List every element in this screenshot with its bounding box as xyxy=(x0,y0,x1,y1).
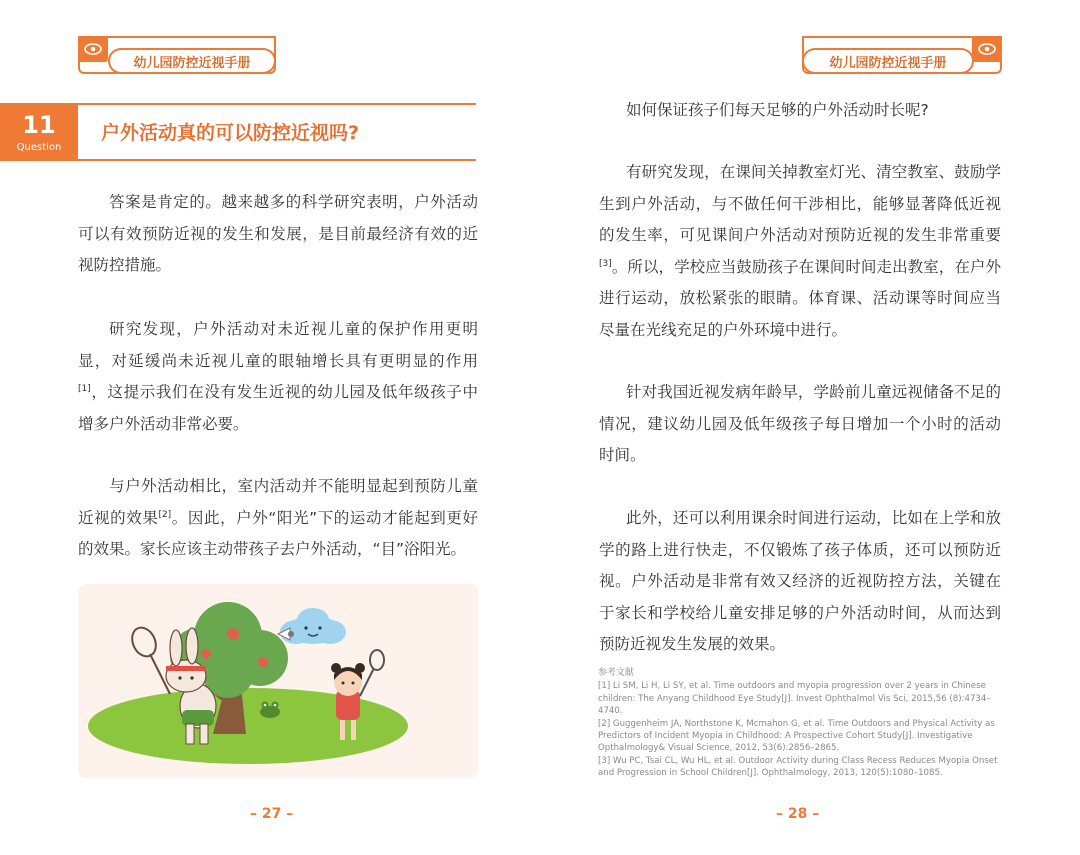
divider xyxy=(78,159,476,161)
paragraph-text: 此外，还可以利用课余时间进行运动，比如在上学和放学的路上进行快走，不仅锻炼了孩子体质，还可以预防近视。户外活动是非常有效又经济的近视防控方法，关键在于家长和学校给儿童安排足够的户外活动时间，从而达到预防近视发生发展的效果。 xyxy=(599,509,1001,653)
question-label: Question xyxy=(16,142,62,153)
paragraph-text: 答案是肯定的。越来越多的科学研究表明，户外活动可以有效预防近视的发生和发展，是目前最经济有效的近视防控措施。 xyxy=(78,193,478,274)
question-title: 户外活动真的可以防控近视吗? xyxy=(101,122,360,144)
header-title: 幼儿园防控近视手册 xyxy=(802,48,974,74)
eye-icon xyxy=(78,36,108,62)
paragraph-text: 。所以，学校应当鼓励孩子在课间时间走出教室，在户外进行运动，放松紧张的眼睛。体育课、活动课等时间应当尽量在光线充足的户外环境中进行。 xyxy=(599,257,1001,339)
right-page xyxy=(540,0,1080,855)
paragraph-text: 如何保证孩子们每天足够的户外活动时长呢? xyxy=(626,101,929,119)
eye-icon xyxy=(972,36,1002,62)
references-heading: 参考文献 xyxy=(598,668,635,678)
divider xyxy=(78,103,476,105)
paragraph-text: 有研究发现，在课间关掉教室灯光、清空教室、鼓励学生到户外活动，与不做任何干涉相比，能够显著降低近视的发生率，可见课间户外活动对预防近视的发生非常重要 xyxy=(599,163,1001,244)
paragraph xyxy=(599,95,1001,127)
paragraph xyxy=(599,377,1001,472)
page-number: – 28 – xyxy=(776,806,820,822)
header-title: 幼儿园防控近视手册 xyxy=(108,48,276,74)
paragraph xyxy=(78,187,478,282)
paragraph-text: 与户外活动相比，室内活动并不能明显起到预防儿童近视的效果 xyxy=(78,477,478,527)
paragraph-text: ，这提示我们在没有发生近视的幼儿园及低年级孩子中增多户外活动非常必要。 xyxy=(78,383,478,433)
paragraph-text: 。因此，户外“阳光”下的运动才能起到更好的效果。家长应该主动带孩子去户外活动，“目”浴阳光。 xyxy=(78,508,478,558)
reference-item: [2] Guggenheim JA, Northstone K, Mcmahon G, et al. Time Outdoors and Physical Activity as Predictors of Incident Myopia in Childhood: A Prospective Cohort Study[J]. Investigative Opthalmology& Visual Science, 2012, 53(6):2856–2865. xyxy=(598,718,995,754)
paragraph-text: 研究发现，户外活动对未近视儿童的保护作用更明显，对延缓尚未近视儿童的眼轴增长具有更明显的作用 xyxy=(78,320,478,370)
paragraph xyxy=(78,471,478,566)
paragraph xyxy=(78,314,478,440)
outdoor-play-illustration xyxy=(78,584,478,778)
reference-item: [1] Li SM, Li H, Li SY, et al. Time outdoors and myopia progression over 2 years in Chinese children: The Anyang Childhood Eye Study[J]. Invest Ophthalmol Vis Sci, 2015,56 (8):4734–4740. xyxy=(598,681,991,717)
question-number: 11 xyxy=(22,111,56,139)
question-badge xyxy=(0,103,78,161)
citation-ref: [1] xyxy=(78,383,91,394)
paragraph xyxy=(599,503,1001,661)
paragraph xyxy=(599,157,1001,346)
reference-item: [3] Wu PC, Tsai CL, Wu HL, et al. Outdoor Activity during Class Recess Reduces Myopia Onset and Progression in School Children[J]. Ophthalmology, 2013, 120(5):1080–1085. xyxy=(598,755,998,779)
citation-ref: [3] xyxy=(599,258,612,269)
citation-ref: [2] xyxy=(158,509,172,520)
paragraph-text: 针对我国近视发病年龄早，学龄前儿童远视储备不足的情况，建议幼儿园及低年级孩子每日增加一个小时的活动时间。 xyxy=(599,383,1001,464)
references xyxy=(598,667,1000,780)
page-number: – 27 – xyxy=(250,806,294,822)
